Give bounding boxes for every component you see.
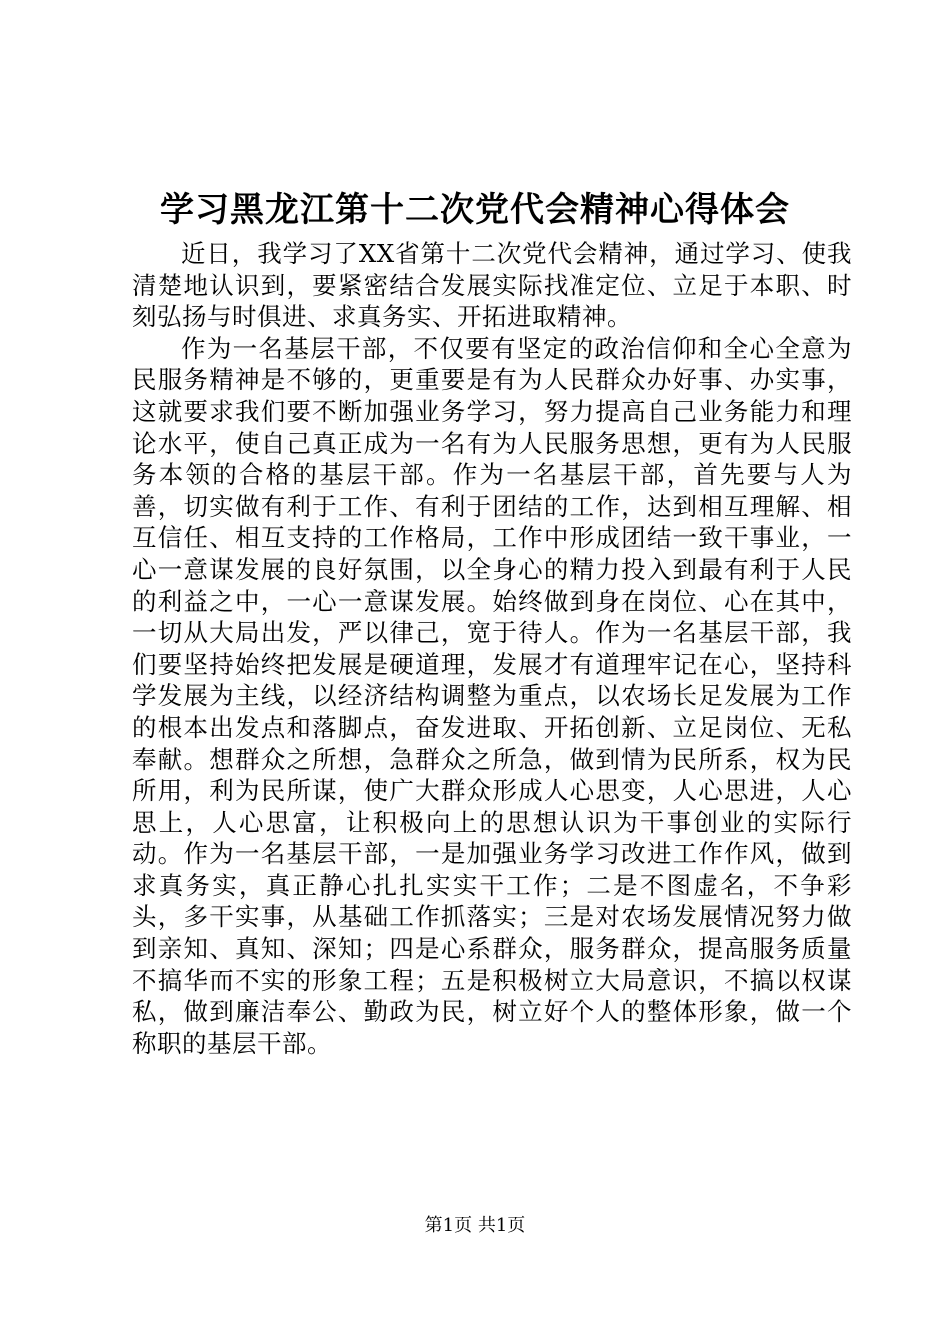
paragraph-2: 作为一名基层干部，不仅要有坚定的政治信仰和全心全意为民服务精神是不够的，更重要是有为人民群众办好事、办实事，这就要求我们要不断加强业务学习，努力提高自己业务能力和理论水平，使自己真正成为一名有为人民服务思想，更有为人民服务本领的合格的基层干部。作为一名基层干部，首先要与人为善，切实做有利于工作、有利于团结的工作，达到相互理解、相互信任、相互支持的工作格局，工作中形成团结一致干事业，一心一意谋发展的良好氛围，以全身心的精力投入到最有利于人民的利益之中，一心一意谋发展。始终做到身在岗位、心在其中，一切从大局出发，严以律己，宽于待人。作为一名基层干部，我们要坚持始终把发展是硬道理，发展才有道理牢记在心，坚持科学发展为主线，以经济结构调整为重点，以农场长足发展为工作的根本出发点和落脚点，奋发进取、开拓创新、立足岗位、无私奉献。想群众之所想，急群众之所急，做到情为民所系，权为民所用，利为民所谋，使广大群众形成人心思变，人心思进，人心思上，人心思富，让积极向上的思想认识为干事创业的实际行动。作为一名基层干部，一是加强业务学习改进工作作风，做到求真务实，真正静心扎扎实实干工作；二是不图虚名，不争彩头，多干实事，从基础工作抓落实；三是对农场发展情况努力做到亲知、真知、深知；四是心系群众，服务群众，提高服务质量不搞华而不实的形象工程；五是积极树立大局意识，不搞以权谋私，做到廉洁奉公、勤政为民，树立好个人的整体形象，做一个称职的基层干部。 [132, 333, 852, 1058]
page-number-footer: 第1页 共1页 [424, 1215, 526, 1236]
document-body [132, 238, 852, 1059]
document-title: 学习黑龙江第十二次党代会精神心得体会 [160, 190, 790, 230]
paragraph-1: 近日，我学习了XX省第十二次党代会精神，通过学习、使我清楚地认识到，要紧密结合发展实际找准定位、立足于本职、时刻弘扬与时俱进、求真务实、开拓进取精神。 [132, 239, 852, 332]
